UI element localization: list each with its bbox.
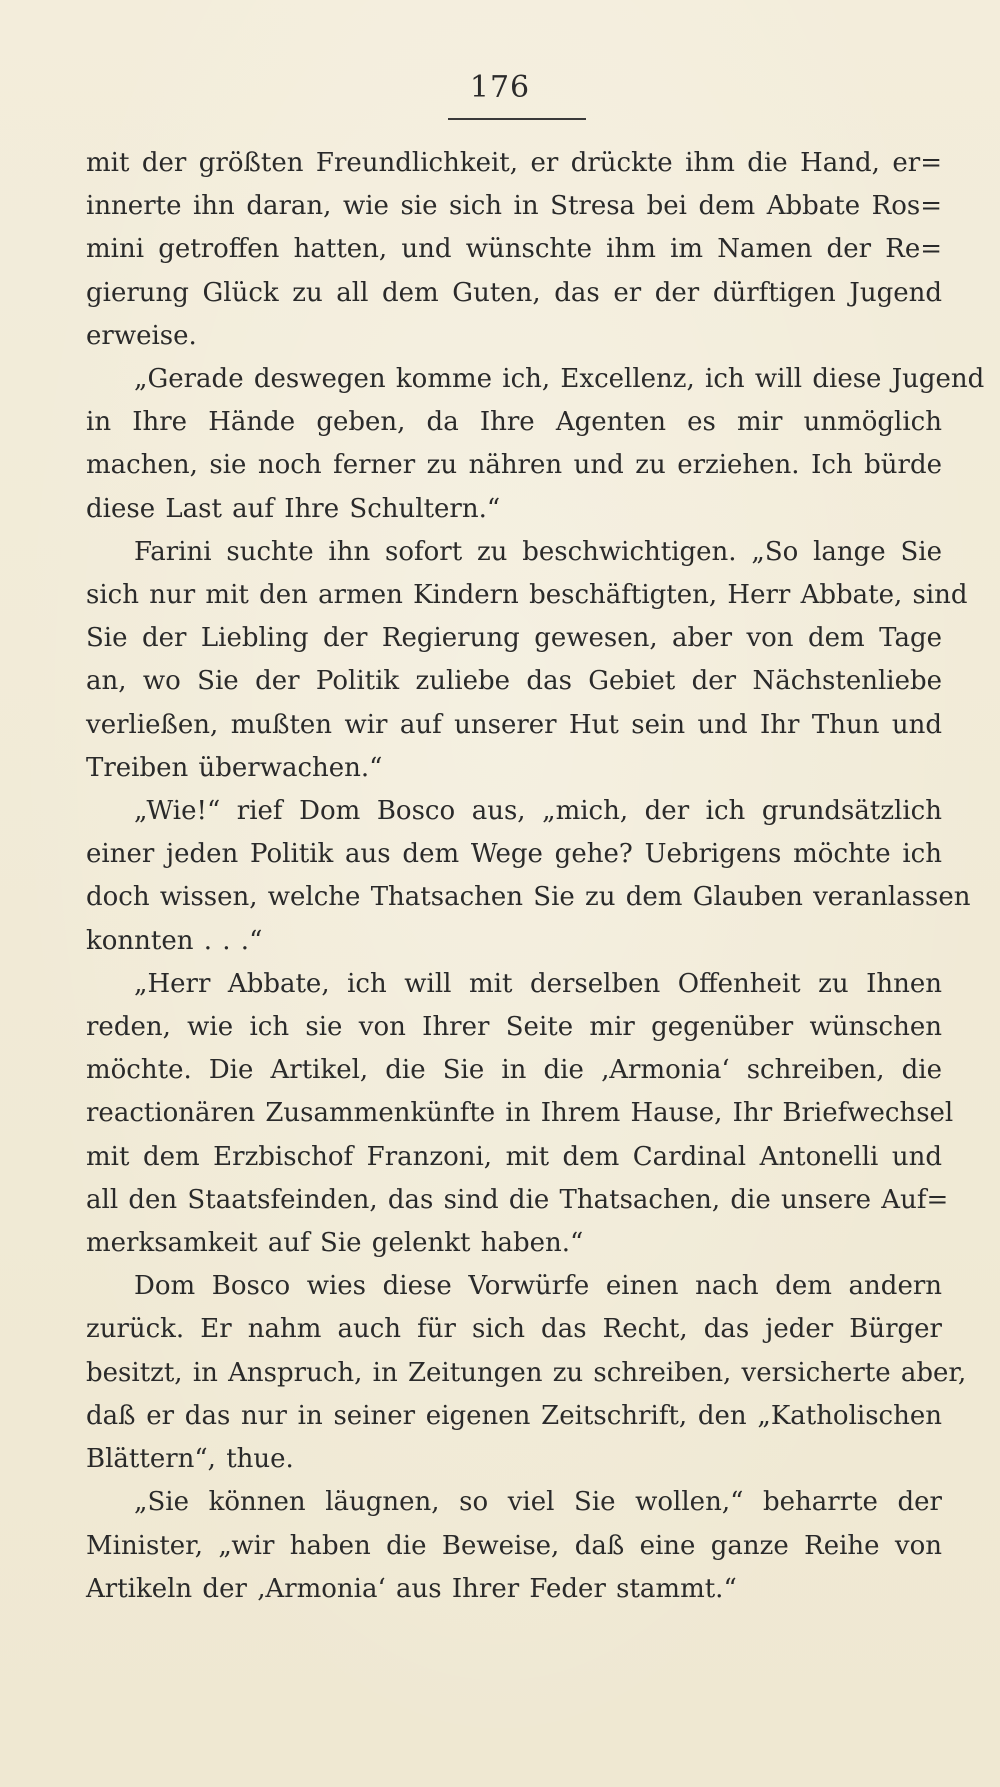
text-line: Blättern“, thue. — [86, 1444, 294, 1475]
text-line: all den Staatsfeinden, das sind die Thatsachen, die unsere Auf= — [86, 1184, 949, 1215]
text-line: besitzt, in Anspruch, in Zeitungen zu schreiben, versicherte aber, — [86, 1357, 967, 1388]
paragraph-3 — [86, 531, 968, 790]
text-line: verließen, mußten wir auf unserer Hut sein und Ihr Thun und — [86, 709, 942, 740]
text-line: daß er das nur in seiner eigenen Zeitschrift, den „Katholischen — [86, 1400, 942, 1431]
paragraph-1 — [86, 142, 942, 358]
text-line: Farini suchte ihn sofort zu beschwichtigen. „So lange Sie — [134, 536, 942, 567]
text-line: konnten . . .“ — [86, 925, 263, 956]
text-line: „Wie!“ rief Dom Bosco aus, „mich, der ich grundsätzlich — [134, 796, 942, 827]
paragraph-7 — [86, 1481, 942, 1611]
text-line: „Herr Abbate, ich will mit derselben Offenheit zu Ihnen — [134, 968, 942, 999]
text-line: mit der größten Freundlichkeit, er drückte ihm die Hand, er= — [86, 148, 942, 178]
paragraph-4 — [86, 790, 971, 963]
body-text — [86, 142, 985, 1611]
text-line: erweise. — [86, 320, 197, 351]
text-line: reden, wie ich sie von Ihrer Seite mir gegenüber wünschen — [86, 1012, 942, 1043]
paragraph-5 — [86, 963, 954, 1265]
text-line: in Ihre Hände geben, da Ihre Agenten es mir unmöglich — [86, 407, 942, 438]
text-line: „Sie können läugnen, so viel Sie wollen,“ beharrte der — [134, 1487, 942, 1518]
header-rule — [448, 118, 586, 120]
text-line: doch wissen, welche Thatsachen Sie zu dem Glauben veranlassen — [86, 882, 971, 913]
text-line: machen, sie noch ferner zu nähren und zu erziehen. Ich bürde — [86, 450, 942, 481]
text-line: Minister, „wir haben die Beweise, daß eine ganze Reihe von — [86, 1530, 942, 1561]
text-line: „Gerade deswegen komme ich, Excellenz, ich will diese Jugend — [134, 364, 985, 395]
text-line: an, wo Sie der Politik zuliebe das Gebiet der Nächstenliebe — [86, 666, 942, 697]
paragraph-2 — [86, 358, 985, 531]
text-line: Treiben überwachen.“ — [86, 752, 383, 783]
text-line: sich nur mit den armen Kindern beschäftigten, Herr Abbate, sind — [86, 580, 968, 611]
text-line: gierung Glück zu all dem Guten, das er der dürftigen Jugend — [86, 277, 942, 308]
text-line: Sie der Liebling der Regierung gewesen, aber von dem Tage — [86, 623, 942, 654]
text-line: Dom Bosco wies diese Vorwürfe einen nach dem andern — [134, 1271, 942, 1302]
text-line: mini getroffen hatten, und wünschte ihm im Namen der Re= — [86, 234, 942, 265]
text-line: einer jeden Politik aus dem Wege gehe? Uebrigens möchte ich — [86, 839, 942, 870]
text-line: diese Last auf Ihre Schultern.“ — [86, 493, 501, 524]
paragraph-6 — [86, 1265, 967, 1481]
text-line: innerte ihn daran, wie sie sich in Stresa bei dem Abbate Ros= — [86, 191, 942, 222]
text-line: reactionären Zusammenkünfte in Ihrem Hause, Ihr Briefwechsel — [86, 1098, 954, 1129]
text-line: merksamkeit auf Sie gelenkt haben.“ — [86, 1228, 584, 1259]
page-number: 176 — [469, 70, 531, 105]
text-line: mit dem Erzbischof Franzoni, mit dem Cardinal Antonelli und — [86, 1141, 942, 1172]
text-line: möchte. Die Artikel, die Sie in die ‚Armonia‘ schreiben, die — [86, 1055, 942, 1086]
text-line: Artikeln der ‚Armonia‘ aus Ihrer Feder stammt.“ — [86, 1573, 737, 1604]
text-line: zurück. Er nahm auch für sich das Recht, das jeder Bürger — [86, 1314, 942, 1345]
